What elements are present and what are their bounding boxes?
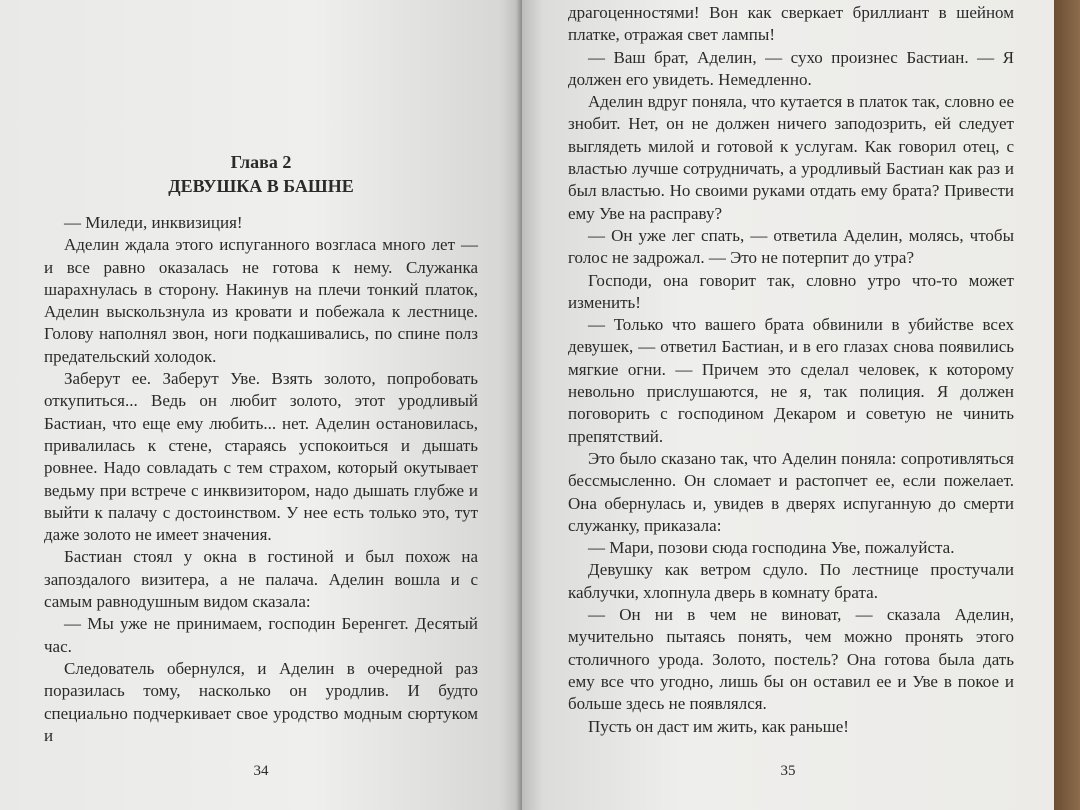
chapter-heading <box>44 150 478 198</box>
table-surface <box>1054 0 1080 810</box>
paragraph: — Он уже лег спать, — ответила Аделин, молясь, чтобы голос не задрожал. — Это не потерпит до утра? <box>568 225 1014 268</box>
paragraph: — Мари, позови сюда господина Уве, пожалуйста. <box>588 538 955 558</box>
page-number-left: 34 <box>253 763 269 779</box>
right-page <box>522 0 1054 810</box>
paragraph: Пусть он даст им жить, как раньше! <box>588 716 849 736</box>
left-page-text <box>44 212 478 747</box>
paragraph: Девушку как ветром сдуло. По лестнице простучали каблучки, хлопнула дверь в комнату брата. <box>568 560 1014 602</box>
paragraph: — Только что вашего брата обвинили в убийстве всех девушек, — ответил Бастиан, и в его глазах снова появились мягкие огни. — Причем это сделал человек, к которому невольно прислушаются, не я, так полиция. Я должен поговорить с господином Декаром и советую не чинить препятствий. <box>568 315 1014 446</box>
paragraph: Заберут ее. Заберут Уве. Взять золото, попробовать откупиться... Ведь он любит золото, этот уродливый Бастиан, что еще ему любить... нет. Аделин остановилась, привалилась к стене, стараясь успокоиться и дышать ровнее. Надо совладать с тем страхом, который окутывает ведьму при встрече с инквизитором, надо дышать глубже и выйти к палачу с достоинством. У нее есть только это, тут даже золото не имеет значения. <box>44 369 478 545</box>
paragraph: — Мы уже не принимаем, господин Беренгет. Десятый час. <box>44 614 478 656</box>
paragraph: — Миледи, инквизиция! <box>64 213 243 232</box>
chapter-number: Глава 2 <box>230 152 292 172</box>
paragraph: — Он ни в чем не виноват, — сказала Аделин, мучительно пытаясь понять, чем можно пронять этого столичного урода. Золото, постель? Она готова была дать ему все что угодно, лишь бы он оставил ее и Уве в покое и больше здесь не появлялся. <box>568 605 1014 714</box>
paragraph: — Ваш брат, Аделин, — сухо произнес Бастиан. — Я должен его увидеть. Немедленно. <box>568 47 1014 89</box>
left-page <box>0 0 522 810</box>
paragraph: Бастиан стоял у окна в гостиной и был похож на запоздалого визитера, а не палача. Аделин вошла и с самым равнодушным видом сказала: <box>44 547 478 612</box>
page-number-right: 35 <box>780 763 796 779</box>
chapter-title: ДЕВУШКА В БАШНЕ <box>168 176 354 196</box>
paragraph: Аделин вдруг поняла, что кутается в платок так, словно ее знобит. Нет, он не должен ничего заподозрить, ей следует выглядеть милой и готовой к услугам. Как говорил отец, с властью лучше сотрудничать, а уродливый Бастиан как раз и был властью. Но своими руками отдать ему брата? Привести ему Уве на расправу? <box>568 92 1014 223</box>
paragraph-continuation: драгоценностями! Вон как сверкает бриллиант в шейном платке, отражая свет лампы! <box>568 3 1014 45</box>
paragraph: Это было сказано так, что Аделин поняла: сопротивляться бессмысленно. Он сломает и растопчет ее, если пожелает. Она обернулась и, увидев в дверях испуганную до смерти служанку, приказала: <box>568 448 1014 535</box>
paragraph: Господи, она говорит так, словно утро что-то может изменить! <box>568 270 1014 312</box>
right-page-text <box>568 2 1014 738</box>
paragraph: Следователь обернулся, и Аделин в очередной раз поразилась тому, насколько он уродлив. И будто специально подчеркивает свое уродство модным сюртуком и <box>44 658 478 745</box>
paragraph: Аделин ждала этого испуганного возгласа много лет — и все равно оказалась не готова к нему. Служанка шарахнулась в сторону. Накинув на плечи тонкий платок, Аделин выскользнула из кровати и побежала к лестнице. Голову наполнял звон, ноги подкашивались, по спине полз предательский холодок. <box>44 235 478 366</box>
